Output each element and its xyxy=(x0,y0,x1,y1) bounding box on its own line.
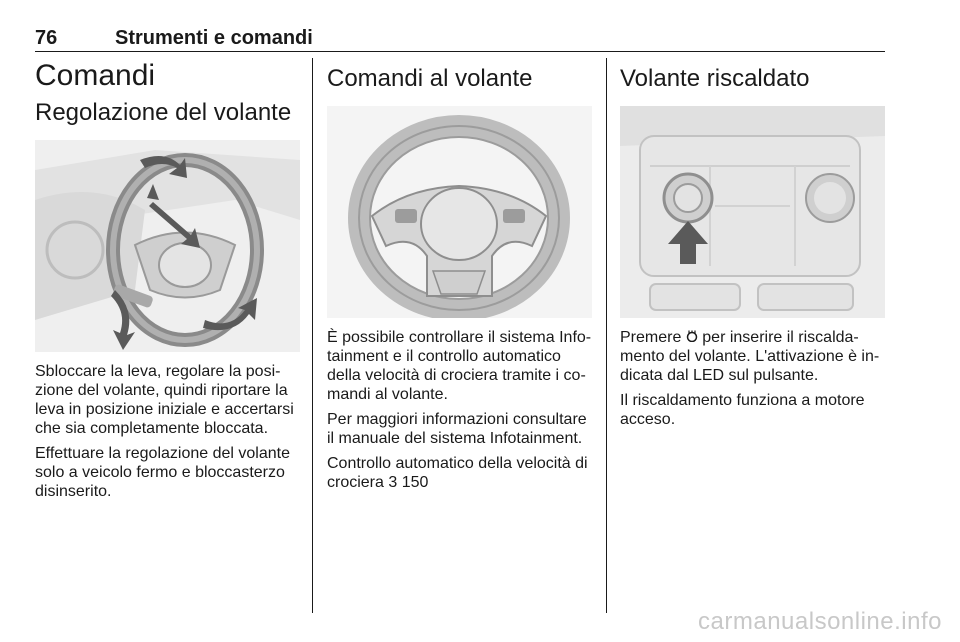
column-heated-steering xyxy=(620,58,885,435)
watermark: carmanualsonline.info xyxy=(698,608,942,635)
paragraph: Premere per inserire il riscalda-mento del volante. L'attivazione è in-dicata dal LED sul pulsante. xyxy=(620,329,880,384)
crossref-page: 150 xyxy=(401,474,429,491)
crossref-paragraph xyxy=(327,454,592,492)
section-heading: Comandi al volante xyxy=(327,65,533,92)
chapter-heading: Comandi xyxy=(35,59,156,92)
section-heading: Volante riscaldato xyxy=(620,65,810,92)
steering-wheel-illustration xyxy=(327,106,592,318)
heated-steering-wheel-icon xyxy=(686,328,698,347)
paragraph: Il riscaldamento funziona a motore acceso. xyxy=(620,392,865,428)
paragraph: Per maggiori informazioni consultare il manuale del sistema Infotainment. xyxy=(327,411,587,447)
steering-adjust-illustration xyxy=(35,140,300,352)
paragraph: È possibile controllare il sistema Info-tainment e il controllo automatico della velocità di crociera tramite i co-mandi al volante. xyxy=(327,329,592,403)
page-header xyxy=(35,27,885,53)
page-number: 76 xyxy=(35,27,58,49)
paragraph: Effettuare la regolazione del volante solo a veicolo fermo e bloccasterzo disinserito. xyxy=(35,445,290,500)
crossref-text: Controllo automatico della velocità di crociera xyxy=(327,455,588,491)
page-ref-icon: 3 xyxy=(388,474,398,491)
column-divider-1 xyxy=(312,58,313,613)
column-steering-adjust xyxy=(35,58,300,507)
section-title: Strumenti e comandi xyxy=(115,27,313,49)
subsection-heading: Regolazione del volante xyxy=(35,99,292,126)
paragraph: Sbloccare la leva, regolare la posi-zione del volante, quindi riportare la leva in posizione iniziale e accertarsi che sia completamente bloccata. xyxy=(35,363,294,437)
heated-steering-button-illustration xyxy=(620,106,885,318)
header-rule xyxy=(35,51,885,52)
column-steering-controls xyxy=(327,58,592,498)
column-divider-2 xyxy=(606,58,607,613)
